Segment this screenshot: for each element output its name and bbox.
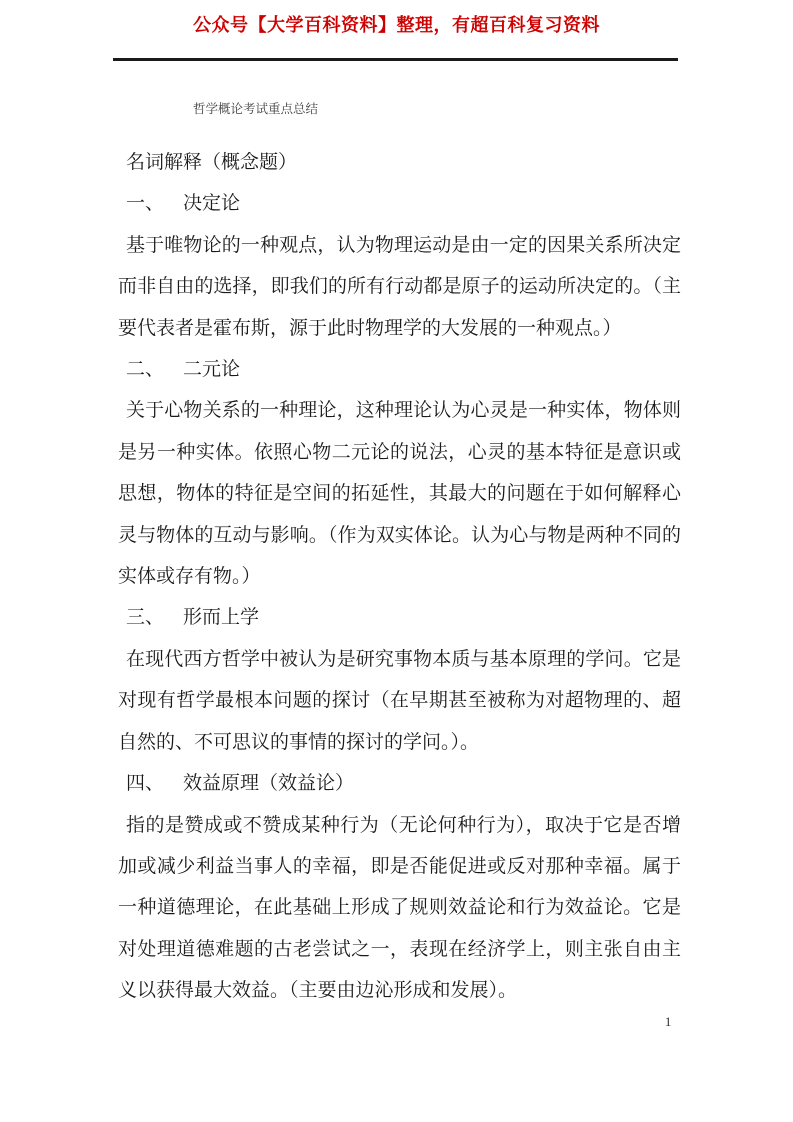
term-heading-1 — [118, 183, 681, 224]
term-number: 一、 — [126, 193, 165, 215]
term-heading-2 — [118, 349, 681, 390]
header-divider-rule — [113, 58, 678, 61]
term-number: 二、 — [126, 359, 165, 381]
term-definition-2: 关于心物关系的一种理论，这种理论认为心灵是一种实体，物体则是另一种实体。依照心物二元论的说法，心灵的基本特征是意识或思想，物体的特征是空间的拓延性，其最大的问题在于如何解释心灵与物体的互动与影响。（作为双实体论。认为心与物是两种不同的实体或存有物。） — [118, 400, 681, 588]
term-definition-1: 基于唯物论的一种观点，认为物理运动是由一定的因果关系所决定而非自由的选择，即我们的所有行动都是原子的运动所决定的。（主要代表者是霍布斯，源于此时物理学的大发展的一种观点。） — [118, 234, 681, 339]
header-banner-text: 公众号【大学百科资料】整理，有超百科复习资料 — [193, 15, 600, 35]
document-title: 哲学概论考试重点总结 — [193, 102, 319, 116]
term-number: 三、 — [126, 607, 165, 629]
term-number: 四、 — [126, 773, 165, 795]
term-definition-4: 指的是赞成或不赞成某种行为（无论何种行为），取决于它是否增加或减少利益当事人的幸福，即是否能促进或反对那种幸福。属于一种道德理论，在此基础上形成了规则效益论和行为效益论。它是对处理道德难题的古老尝试之一，表现在经济学上，则主张自由主义以获得最大效益。（主要由边沁形成和发展）。 — [118, 814, 681, 1002]
page-number: 1 — [665, 1015, 672, 1029]
section-heading: 名词解释（概念题） — [126, 152, 298, 173]
term-name: 形而上学 — [183, 607, 260, 629]
term-name: 决定论 — [183, 193, 241, 215]
term-definition-3: 在现代西方哲学中被认为是研究事物本质与基本原理的学问。它是对现有哲学最根本问题的探讨（在早期甚至被称为对超物理的、超自然的、不可思议的事情的探讨的学问。）。 — [118, 648, 681, 753]
term-name: 效益原理（效益论） — [183, 773, 355, 795]
term-heading-4 — [118, 763, 681, 804]
document-body — [118, 142, 681, 1012]
term-heading-3 — [118, 597, 681, 638]
term-name: 二元论 — [183, 359, 241, 381]
